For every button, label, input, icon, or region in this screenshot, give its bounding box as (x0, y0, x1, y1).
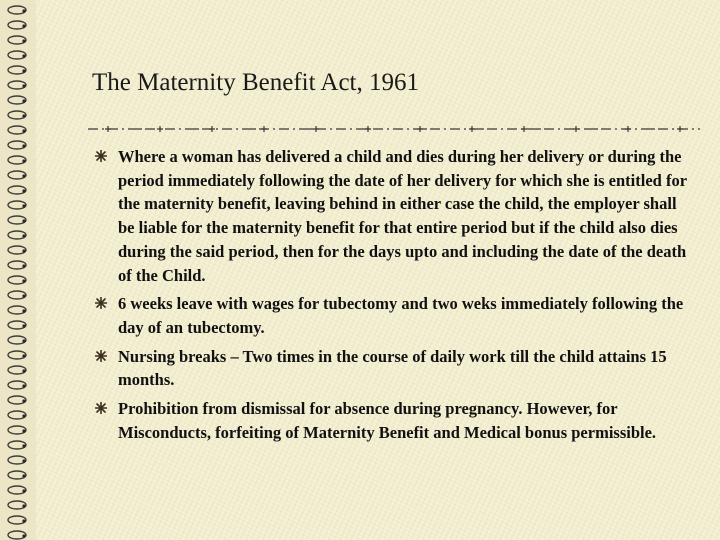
bullet-text: Nursing breaks – Two times in the course of daily work till the child attains 15 months. (118, 346, 667, 390)
binding-hole (22, 324, 25, 327)
binding-hole (22, 354, 25, 357)
divider-mark (573, 126, 579, 132)
binding-hole (22, 339, 25, 342)
binding-hole (22, 69, 25, 72)
binding-hole (22, 399, 25, 402)
bullet-item (92, 292, 696, 339)
binding-hole (22, 414, 25, 417)
divider-mark (469, 126, 475, 132)
binding-hole (22, 249, 25, 252)
asterisk-bullet-icon (95, 402, 107, 414)
binding-hole (22, 9, 25, 12)
binding-hole (22, 144, 25, 147)
binding-hole (22, 219, 25, 222)
binding-hole (22, 54, 25, 57)
divider-mark (209, 126, 215, 132)
binding-hole (22, 489, 25, 492)
divider-mark (261, 126, 267, 132)
binding-hole (22, 474, 25, 477)
binding-hole (22, 384, 25, 387)
binding-hole (22, 189, 25, 192)
binding-hole (22, 159, 25, 162)
bullet-list (92, 145, 696, 449)
divider-mark (157, 126, 163, 132)
asterisk-bullet-icon (95, 297, 107, 309)
divider-mark (417, 126, 423, 132)
bullet-item (92, 345, 696, 392)
binding-hole (22, 264, 25, 267)
binding-hole (22, 129, 25, 132)
dashed-divider (88, 122, 700, 136)
binding-hole (22, 234, 25, 237)
divider-mark (365, 126, 371, 132)
binding-hole (22, 534, 25, 537)
bullet-item (92, 145, 696, 287)
binding-hole (22, 444, 25, 447)
spiral-binding (0, 0, 36, 540)
binding-hole (22, 114, 25, 117)
binding-hole (22, 429, 25, 432)
divider-mark (521, 126, 527, 132)
bullet-item (92, 397, 696, 444)
binding-hole (22, 504, 25, 507)
asterisk-bullet-icon (95, 350, 107, 362)
bullet-text: Where a woman has delivered a child and dies during her delivery or during the period immediately following the date of her delivery for which she is entitled for the maternity benefit, leaving behind in either case the child, the employer shall be liable for the maternity benefit for that entire period but if the child also dies during the said period, then for the days upto and including the date of the death of the Child. (118, 147, 687, 285)
bullet-text: Prohibition from dismissal for absence during pregnancy. However, for Misconducts, forfeiting of Maternity Benefit and Medical bonus permissible. (118, 399, 657, 442)
binding-hole (22, 459, 25, 462)
binding-hole (22, 174, 25, 177)
slide-title: The Maternity Benefit Act, 1961 (92, 68, 420, 96)
binding-hole (22, 99, 25, 102)
divider-mark (313, 126, 319, 132)
binding-hole (22, 204, 25, 207)
binding-hole (22, 84, 25, 87)
binding-hole (22, 24, 25, 27)
binding-hole (22, 309, 25, 312)
binding-hole (22, 279, 25, 282)
binding-hole (22, 369, 25, 372)
divider-mark (105, 126, 111, 132)
binding-hole (22, 519, 25, 522)
asterisk-bullet-icon (95, 150, 107, 162)
bullet-text: 6 weeks leave with wages for tubectomy and two weks immediately following the day of an tubectomy. (118, 294, 684, 337)
binding-hole (22, 39, 25, 42)
divider-mark (677, 126, 683, 132)
binding-hole (22, 294, 25, 297)
divider-mark (625, 126, 631, 132)
